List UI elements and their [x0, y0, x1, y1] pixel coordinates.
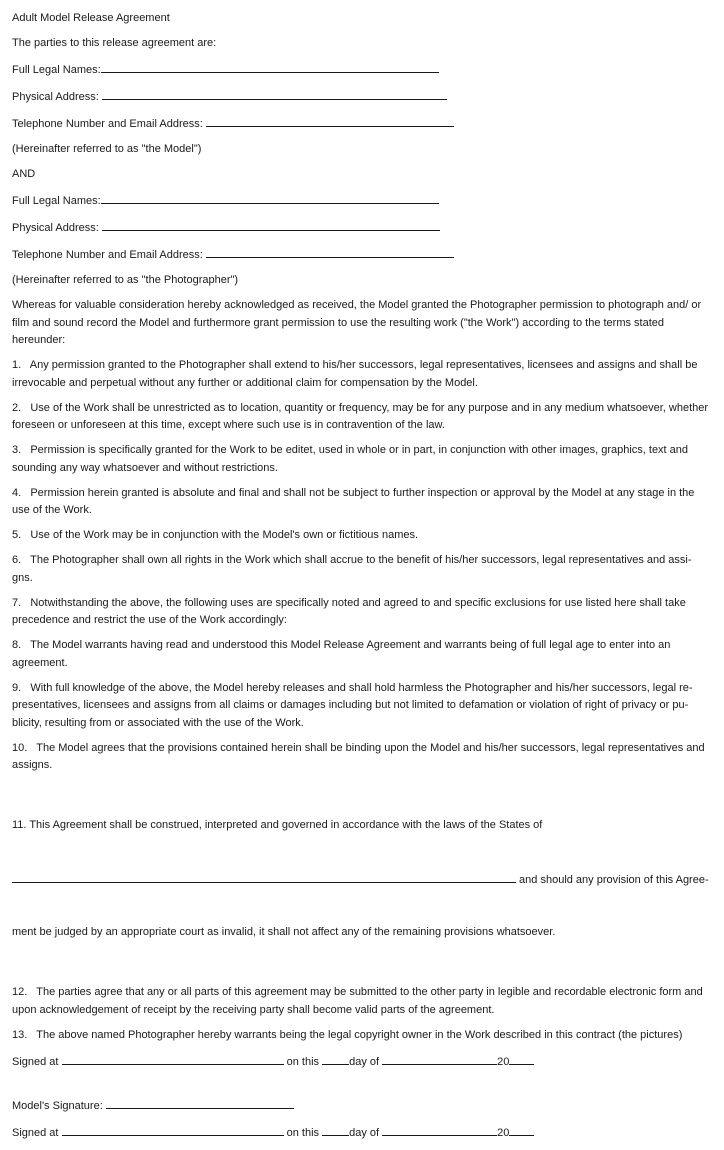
photographer-full-legal-names-field[interactable] — [101, 191, 439, 204]
signed-at-location-field[interactable] — [62, 1052, 284, 1065]
model-physical-address-row — [12, 87, 712, 107]
model-telephone-email-field[interactable] — [206, 114, 454, 127]
clause-8: 8. The Model warrants having read and understood this Model Release Agreement and warrants being of full legal age to enter into an agreement. — [12, 639, 674, 669]
model-full-legal-names-row — [12, 60, 712, 80]
day-of-label: day of — [349, 1055, 383, 1068]
signed-day-field-2[interactable] — [322, 1123, 349, 1136]
day-of-label-2: day of — [349, 1126, 383, 1139]
model-full-legal-names-field[interactable] — [101, 60, 439, 73]
models-signature-label: Model's Signature: — [12, 1099, 106, 1112]
model-physical-address-field[interactable] — [102, 87, 447, 100]
year-label-2: 20 — [497, 1126, 510, 1139]
clause-11-mid: and should any provision of this Agree- — [516, 873, 709, 886]
clause-4: 4. Permission herein granted is absolute and final and shall not be subject to further inspection or approval by the Model at any stage in the use of the Work. — [12, 486, 698, 516]
clause-12: 12. The parties agree that any or all parts of this agreement may be submitted to the other party in legible and recordable electronic form and upon acknowledgement of receipt by the receiving party shall become valid parts of the agreement. — [12, 986, 706, 1016]
photographer-full-legal-names-row — [12, 191, 712, 211]
photographer-physical-address-label: Physical Address: — [12, 222, 99, 234]
on-this-label-2: on this — [283, 1126, 323, 1139]
clause-11-end: ment be judged by an appropriate court as invalid, it shall not affect any of the remaining provisions whatsoever. — [12, 926, 556, 938]
clause-11 — [12, 782, 712, 977]
models-signature-row — [12, 1096, 712, 1116]
clause-6: 6. The Photographer shall own all rights in the Work which shall accrue to the benefit of his/her successors, legal representatives and assi- gns. — [12, 554, 695, 584]
signed-year-field[interactable] — [509, 1052, 534, 1065]
clause-9: 9. With full knowledge of the above, the Model hereby releases and shall hold harmless the Photographer and his/her successors, legal re- presentatives, licensees and assigns from all claims or damages including but not limited to defamation or violation of right of privacy or pu- blicity, resulting from or associated with the use of the Work. — [12, 681, 696, 729]
photographer-referred-as: (Hereinafter referred to as "the Photographer") — [12, 274, 239, 286]
model-full-legal-names-label: Full Legal Names: — [12, 64, 101, 76]
photographer-full-legal-names-label: Full Legal Names: — [12, 195, 101, 207]
signed-at-label-2: Signed at — [12, 1126, 59, 1139]
year-label: 20 — [497, 1055, 510, 1068]
signed-month-field[interactable] — [382, 1052, 497, 1065]
models-signature-field[interactable] — [106, 1096, 294, 1109]
document-title: Adult Model Release Agreement — [12, 12, 170, 24]
clause-10: 10. The Model agrees that the provisions contained herein shall be binding upon the Model and his/her successors, legal representatives and assigns. — [12, 741, 708, 771]
model-telephone-email-label: Telephone Number and Email Address: — [12, 118, 203, 130]
signed-at-row-1 — [12, 1052, 712, 1072]
signed-at-location-field-2[interactable] — [62, 1123, 284, 1136]
photographer-physical-address-row — [12, 218, 712, 238]
and-separator: AND — [12, 168, 36, 180]
whereas-paragraph: Whereas for valuable consideration hereby acknowledged as received, the Model granted the Photographer permission to photograph and/ or film and sound record the Model and furthermore grant permission to use the resulting work ("the Work") according to the terms stated hereunder: — [12, 299, 705, 346]
clause-11-start: 11. This Agreement shall be construed, interpreted and governed in accordance with the laws of the States of — [12, 819, 543, 831]
model-physical-address-label: Physical Address: — [12, 91, 99, 103]
governing-state-field[interactable] — [12, 870, 516, 883]
model-telephone-email-row — [12, 114, 712, 134]
on-this-label: on this — [283, 1055, 323, 1068]
signed-at-row-2 — [12, 1123, 712, 1143]
clause-5: 5. Use of the Work may be in conjunction with the Model's own or fictitious names. — [12, 529, 419, 541]
signed-month-field-2[interactable] — [382, 1123, 497, 1136]
clause-13: 13. The above named Photographer hereby warrants being the legal copyright owner in the Work described in this contract (the pictures) — [12, 1028, 683, 1041]
model-referred-as: (Hereinafter referred to as "the Model") — [12, 143, 202, 155]
clause-3: 3. Permission is specifically granted for the Work to be editet, used in whole or in part, in conjunction with other images, graphics, text and sounding any way whatsoever and without restrictions. — [12, 444, 692, 474]
photographer-physical-address-field[interactable] — [102, 218, 440, 231]
photographer-telephone-email-row — [12, 245, 712, 265]
clause-2: 2. Use of the Work shall be unrestricted as to location, quantity or frequency, may be for any purpose and in any medium whatsoever, whether foreseen or unforeseen at this time, except where such use is in contravention of the law. — [12, 401, 712, 431]
signed-year-field-2[interactable] — [509, 1123, 534, 1136]
signed-day-field[interactable] — [322, 1052, 349, 1065]
signed-at-label: Signed at — [12, 1055, 59, 1068]
photographer-telephone-email-label: Telephone Number and Email Address: — [12, 249, 203, 261]
release-agreement-document — [12, 10, 712, 1150]
clause-1: 1. Any permission granted to the Photographer shall extend to his/her successors, legal representatives, licensees and assigns and shall be irrevocable and perpetual without any further or additional claim for compensation by the Model. — [12, 359, 701, 389]
photographer-telephone-email-field[interactable] — [206, 245, 454, 258]
clause-7: 7. Notwithstanding the above, the following uses are specifically noted and agreed to and specific exclusions for use listed here shall take precedence and restrict the use of the Work accordingly: — [12, 596, 689, 626]
intro-text: The parties to this release agreement are: — [12, 37, 217, 49]
